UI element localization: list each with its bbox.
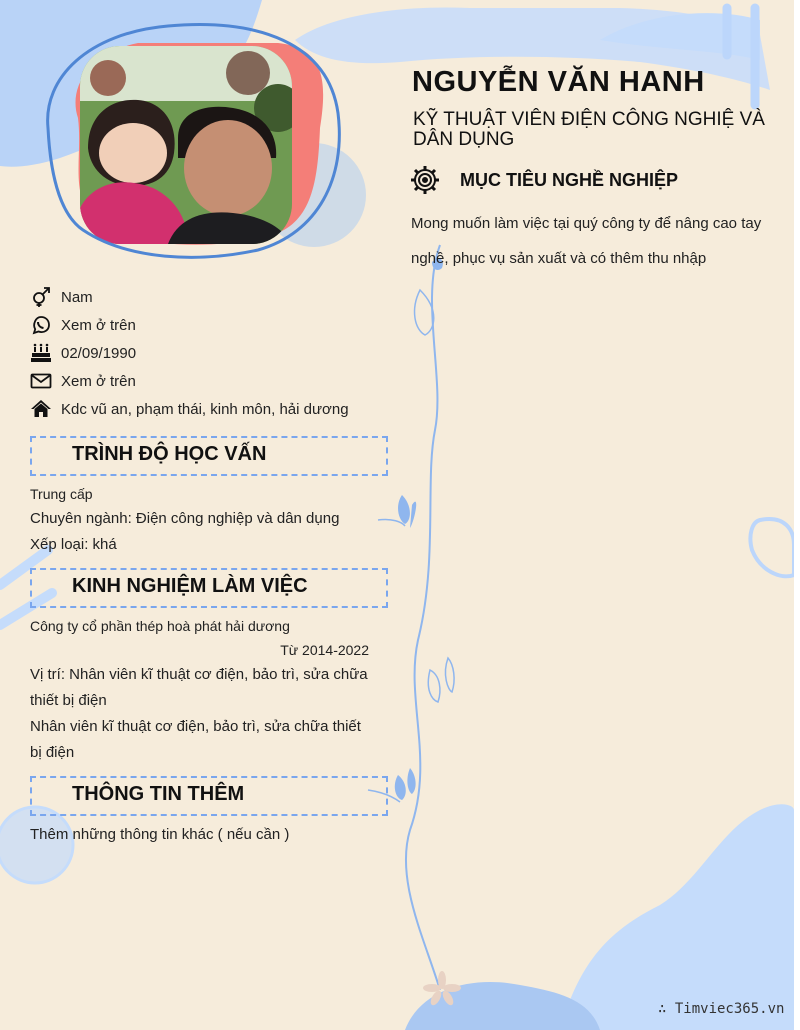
additional-text: Thêm những thông tin khác ( nếu cần ) <box>30 826 290 843</box>
info-email <box>30 367 349 395</box>
education-level: Trung cấp <box>30 486 93 502</box>
target-gear-icon <box>410 165 440 195</box>
objective-heading: MỤC TIÊU NGHỀ NGHIỆP <box>460 169 679 190</box>
experience-position: Vị trí: Nhân viên kĩ thuật cơ điện, bảo trì, sửa chữa thiết bị điện <box>30 666 368 709</box>
email-value: Xem ở trên <box>61 372 136 390</box>
gender-value: Nam <box>61 288 93 306</box>
additional-heading: THÔNG TIN THÊM <box>72 783 245 805</box>
education-section-header <box>30 436 388 476</box>
phone-value: Xem ở trên <box>61 316 136 334</box>
experience-description: Nhân viên kĩ thuật cơ điện, bảo trì, sửa chữa thiết bị điện <box>30 718 361 761</box>
gender-icon <box>30 286 52 308</box>
education-major: Chuyên ngành: Điện công nghiệp và dân dụng <box>30 510 340 527</box>
watermark: ∴ Timviec365.vn <box>658 1001 785 1017</box>
address-value: Kdc vũ an, phạm thái, kinh môn, hải dương <box>61 400 349 418</box>
job-title: KỸ THUẬT VIÊN ĐIỆN CÔNG NGHIỆ VÀ DÂN DỤNG <box>413 109 765 150</box>
info-gender <box>30 283 349 311</box>
whatsapp-icon <box>30 314 52 336</box>
experience-heading: KINH NGHIỆM LÀM VIỆC <box>72 575 308 597</box>
info-phone <box>30 311 349 339</box>
birthday-cake-icon <box>30 342 52 364</box>
education-heading: TRÌNH ĐỘ HỌC VẤN <box>72 443 267 465</box>
objective-text: Mong muốn làm việc tại quý công ty để nâng cao tay nghề, phục vụ sản xuất và có thêm thu nhập <box>411 215 762 267</box>
experience-section-header <box>30 568 388 608</box>
personal-info <box>30 283 349 423</box>
profile-photo <box>28 18 343 263</box>
envelope-icon <box>30 370 52 392</box>
experience-period: Từ 2014-2022 <box>280 642 369 658</box>
candidate-name: NGUYỄN VĂN HANH <box>412 66 705 98</box>
additional-section-header <box>30 776 388 816</box>
home-icon <box>30 398 52 420</box>
education-grade: Xếp loại: khá <box>30 536 117 553</box>
objective-heading-row <box>410 165 678 195</box>
info-birthday <box>30 339 349 367</box>
info-address <box>30 395 349 423</box>
birthday-value: 02/09/1990 <box>61 344 137 362</box>
experience-company: Công ty cổ phần thép hoà phát hải dương <box>30 618 290 634</box>
